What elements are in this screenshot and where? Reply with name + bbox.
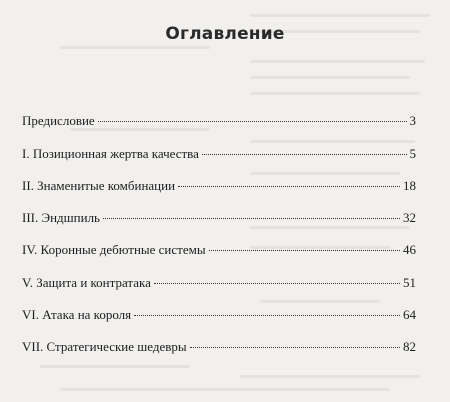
toc-entry-chapter-4[interactable] [22, 242, 416, 258]
toc-entry-chapter-6[interactable] [22, 307, 416, 323]
toc-entry-chapter-3[interactable] [22, 210, 416, 226]
toc-entry-title: III. Эндшпиль [22, 210, 100, 225]
page-title: Оглавление [165, 24, 285, 44]
toc-entry-title: VI. Атака на короля [22, 307, 132, 322]
toc-entry-chapter-1[interactable] [22, 146, 416, 162]
toc-entry-preface[interactable] [22, 113, 416, 129]
dot-leader [98, 121, 407, 122]
toc-entry-chapter-2[interactable] [22, 178, 416, 194]
dot-leader [178, 186, 400, 187]
toc-entry-title: VII. Стратегические шедевры [22, 339, 187, 354]
toc-entry-title: II. Знаменитые комбинации [22, 178, 176, 193]
dot-leader [134, 315, 400, 316]
toc-entry-page: 51 [403, 275, 416, 290]
toc-entry-title: V. Защита и контратака [22, 275, 151, 290]
toc-entry-page: 5 [409, 146, 416, 161]
dot-leader [103, 218, 400, 219]
dot-leader [202, 154, 407, 155]
toc-entry-page: 18 [403, 178, 416, 193]
toc-entry-title: Предисловие [22, 113, 95, 128]
toc-entry-page: 82 [403, 339, 416, 354]
toc-entry-page: 64 [403, 307, 416, 322]
toc-entry-chapter-7[interactable] [22, 339, 416, 355]
toc-entry-page: 32 [403, 210, 416, 225]
dot-leader [190, 347, 400, 348]
dot-leader [209, 250, 400, 251]
toc-entry-title: I. Позиционная жертва качества [22, 146, 199, 161]
toc-entry-page: 3 [409, 113, 416, 128]
toc-entry-page: 46 [403, 242, 416, 257]
dot-leader [154, 283, 400, 284]
toc-entry-chapter-5[interactable] [22, 275, 416, 291]
toc-entry-title: IV. Коронные дебютные системы [22, 242, 206, 257]
